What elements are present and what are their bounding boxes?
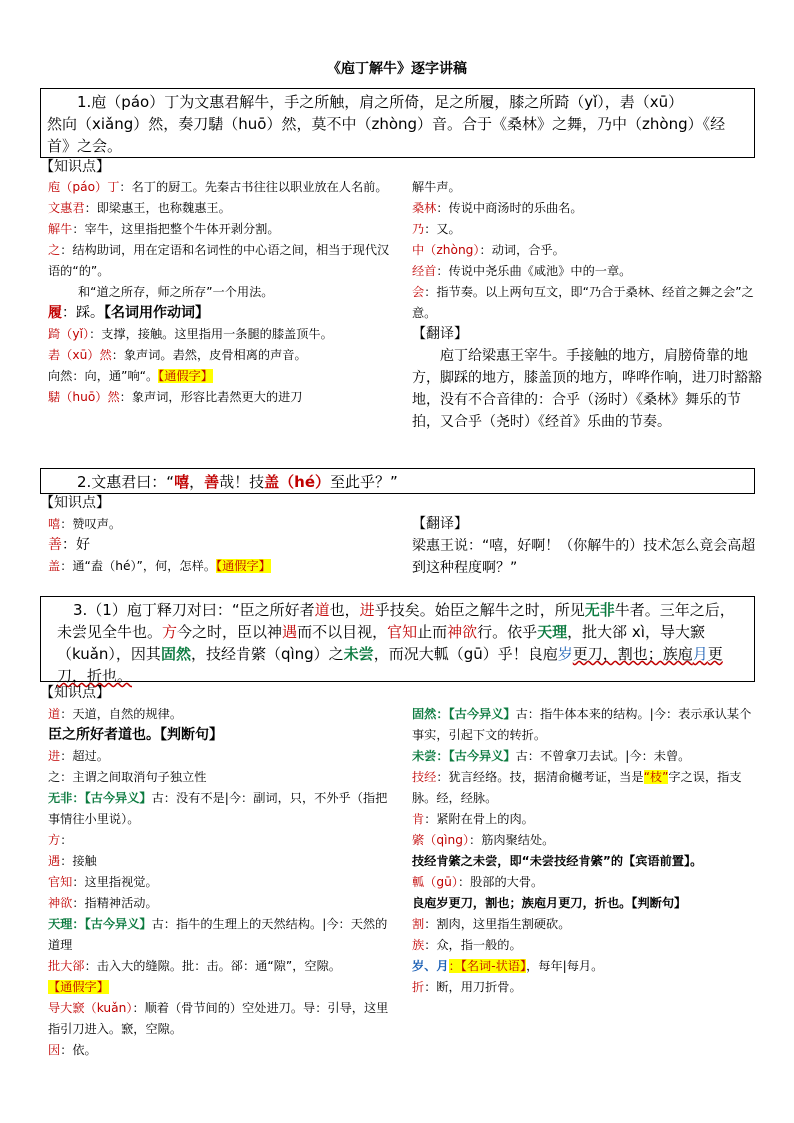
s2-tr-label: 【翻译】 <box>412 516 468 532</box>
s1-line2: 然向（xiǎng）然，奏刀騞（huō）然，莫不中（zhòng）音。合于《桑林》之舞，乃中（zhòng）《经 <box>47 115 726 133</box>
tongjia-tag: 【通假字】 <box>216 559 271 573</box>
s2-left-notes: 嘻：赞叹声。 善：好 盖：通“盍（hé）”，何，怎样。【通假字】 <box>48 517 271 573</box>
s2-right-notes <box>412 514 762 579</box>
tongjia-tag: 【通假字】 <box>158 369 213 383</box>
s1-line3: 首》之会。 <box>47 137 123 155</box>
s1-right-notes: 解牛声。 桑林：传说中商汤时的乐曲名。 乃：又。 中（zhòng）：动词，合乎。 经首：传说中尧乐曲《咸池》中的一章。 会：指节奏。以上两句互文，即“乃合于桑林、经首之舞之会”之意。 【翻译】 庖丁给梁惠王宰牛。手接触的地方，肩膀倚靠的地方，脚踩的地方，膝盖顶的地方，哗哗作响，进刀时豁豁地，没有不合音律的：合乎（汤时）《桑林》舞乐的节拍，又合乎（尧时）《经首》乐曲的节奏。 <box>412 177 762 433</box>
s3-left-notes: 道：天道，自然的规律。 臣之所好者道也。【判断句】 进：超过。 之：主谓之间取消句子独立性 无非：【古今异义】古：没有不是|今：副词，只，不外乎（指把事情往小里说）。 方： 遇：接触 官知：这里指视觉。 神欲：指精神活动。 天理：【古今异义】古：指牛的生理上的天然结构。|今：天然的道理 批大郤：击入大的缝隙。批：击。郤：通“隙”，空隙。【通假字】 导大窾（kuǎn）：顺着（骨节间的）空处进刀。导：引导，这里指引刀进入。窾，空隙。 因：依。 <box>48 707 389 1057</box>
s1-kp-label: 【知识点】 <box>40 159 110 175</box>
s1-line1: 1.庖（páo）丁为文惠君解牛，手之所触，肩之所倚，足之所履，膝之所踦（yǐ），砉（xū） <box>77 93 684 111</box>
tongjia-tag: 【通假字】 <box>48 980 109 994</box>
section-2-text: 2.文惠君曰：“嘻，善哉！技盖（hé）至此乎？” <box>40 468 755 494</box>
section-1-text <box>40 88 755 158</box>
s3-kp-label: 【知识点】 <box>40 685 110 701</box>
s3-right-notes: 固然：【古今异义】古：指牛体本来的结构。|今：表示承认某个事实，引起下文的转折。 未尝：【古今异义】古：不曾拿刀去试。|今：未曾。 技经：犹言经络。技，据清俞樾考证，当是“枝”字之误，指支脉。经，经脉。 肯：紧附在骨上的肉。 綮（qìng）：筋肉聚结处。 技经肯綮之未尝，即“未尝技经肯綮”的【宾语前置】。 軱（gū）：股部的大骨。 良庖岁更刀，割也；族庖月更刀，折也。【判断句】 割：割肉，这里指生割硬砍。 族：众，指一般的。 岁、月：【名词-状语】，每年|每月。 折：断，用刀折骨。 <box>412 707 752 994</box>
section-3-text: 3.（1）庖丁释刀对曰：“臣之所好者道也，进乎技矣。始臣之解牛之时，所见无非牛者。三年之后，未尝见全牛也。方今之时，臣以神遇而不以目视，官知止而神欲行。依乎天理，批大郤 xì，导大窾（kuǎn），因其固然，技经肯綮（qìng）之未尝，而况大軱（gū）乎！良庖岁更刀，割也；族庖月更刀，折也。 <box>40 596 755 682</box>
s1-translation: 庖丁给梁惠王宰牛。手接触的地方，肩膀倚靠的地方，脚踩的地方，膝盖顶的地方，哗哗作响，进刀时豁豁地，没有不合音律的：合乎（汤时）《桑林》舞乐的节拍，又合乎（尧时）《经首》乐曲的节奏。 <box>412 348 762 430</box>
s1-left-notes: 庖（páo）丁：名丁的厨工。先秦古书往往以职业放在人名前。 文惠君：即梁惠王，也称魏惠王。 解牛：宰牛，这里指把整个牛体开剥分割。 之：结构助词，用在定语和名词性的中心语之间，相当于现代汉语的“的”。 和“道之所存，师之所存”一个用法。 履：踩。【名词用作动词】 踦（yǐ）：支撑，接触。这里指用一条腿的膝盖顶牛。 砉（xū）然：象声词。砉然，皮骨相离的声音。 向然：向，通”响“。【通假字】 騞（huō）然：象声词，形容比砉然更大的进刀 <box>48 180 390 404</box>
s2-translation: 梁惠王说：“嘻，好啊！（你解牛的）技术怎么竟会高超到这种程度啊？” <box>412 538 756 576</box>
page-title: 《庖丁解牛》逐字讲稿 <box>327 61 467 77</box>
noun-adverbial-tag: ：【名词-状语】 <box>448 959 527 973</box>
s1-tr-label: 【翻译】 <box>412 326 468 342</box>
s2-kp-label: 【知识点】 <box>40 495 110 511</box>
